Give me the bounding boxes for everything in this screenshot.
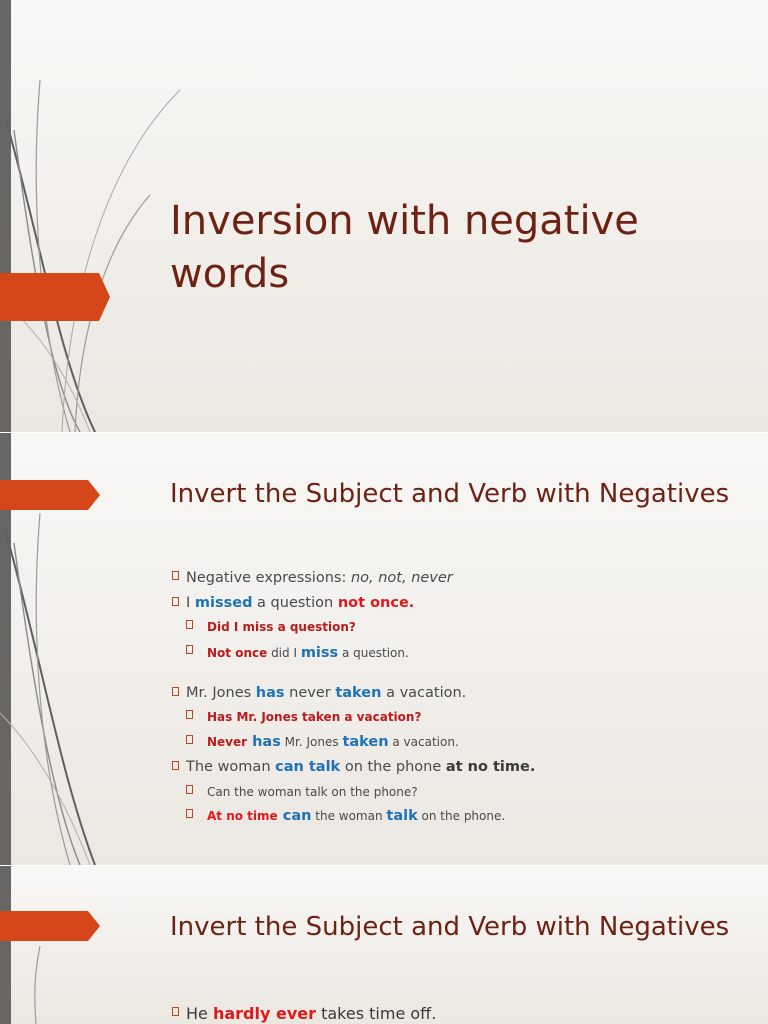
accent-tab <box>0 273 110 321</box>
slide-title: Invert the Subject and Verb with Negatives <box>170 479 730 509</box>
sub-bullet-item: Did I miss a question? <box>172 615 752 640</box>
slide-title: Invert the Subject and Verb with Negatives <box>170 912 730 942</box>
bullet-icon <box>186 620 193 629</box>
bullet-icon <box>186 735 193 744</box>
bullet-icon <box>172 597 179 606</box>
bullet-icon <box>172 761 179 770</box>
bullet-icon <box>172 1007 179 1016</box>
sub-bullet-item: Can the woman talk on the phone? <box>172 780 752 804</box>
bullet-icon <box>186 785 193 794</box>
bullet-icon <box>186 710 193 719</box>
slide-title: Inversion with negative words <box>170 198 639 297</box>
bullet-icon <box>186 645 193 654</box>
bullet-item: He hardly ever takes time off. <box>172 1001 752 1024</box>
title-slide <box>0 0 768 432</box>
bullet-icon <box>172 687 179 696</box>
bullet-item: I missed a question not once. <box>172 591 752 615</box>
content-slide <box>0 433 768 865</box>
bullet-icon <box>172 571 179 580</box>
bullet-item: The woman can talk on the phone at no time. <box>172 755 752 780</box>
slide-body <box>172 565 752 829</box>
sub-bullet-item: Not once did I miss a question. <box>172 640 752 667</box>
bullet-item: Negative expressions: no, not, never <box>172 565 752 591</box>
sub-bullet-item: Has Mr. Jones taken a vacation? <box>172 705 752 730</box>
sub-bullet-item: At no time can the woman talk on the phone. <box>172 804 752 829</box>
slide-body <box>172 1001 752 1024</box>
bullet-icon <box>186 809 193 818</box>
decorative-swoosh-lines <box>0 866 200 1024</box>
accent-tab <box>0 911 100 941</box>
bullet-item: Mr. Jones has never taken a vacation. <box>172 681 752 705</box>
sub-bullet-item: Never has Mr. Jones taken a vacation. <box>172 730 752 755</box>
content-slide <box>0 866 768 1024</box>
accent-tab <box>0 480 100 510</box>
